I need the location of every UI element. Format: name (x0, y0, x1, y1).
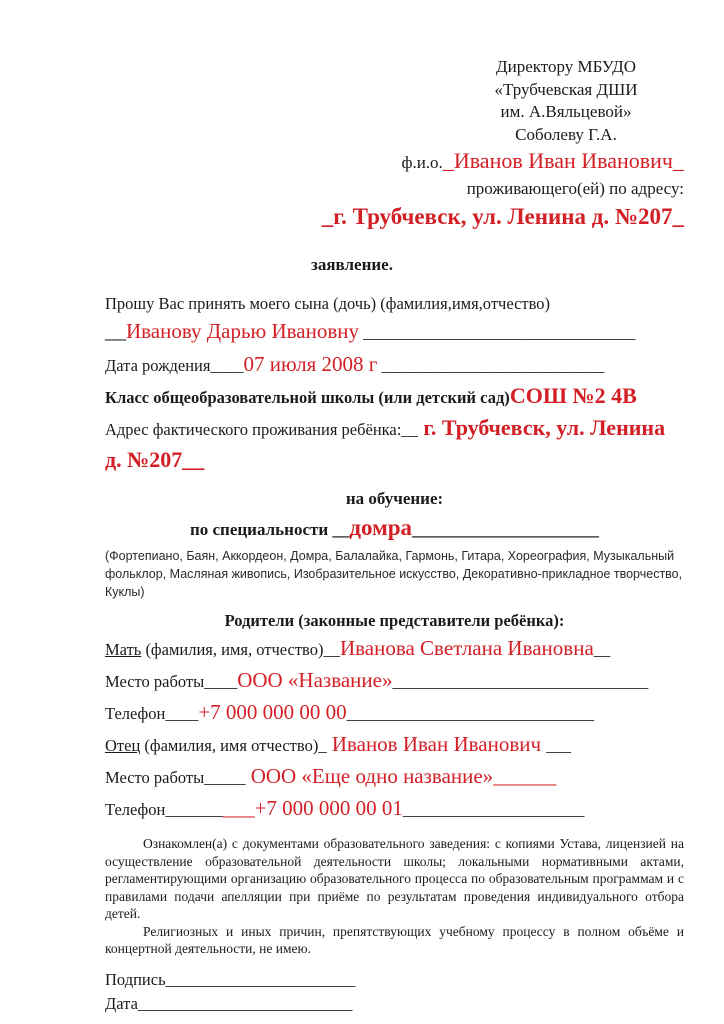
father-phone-lead: _______ (165, 800, 224, 819)
recipient-line: Соболеву Г.А. (515, 124, 617, 144)
recipient-line: им. А.Вяльцевой» (500, 102, 632, 121)
fio-label: ф.и.о. (401, 153, 443, 172)
father-role-note: (фамилия, имя отчество) (140, 736, 319, 755)
mother-phone-label: Телефон (105, 704, 166, 723)
birth-date-line (105, 349, 684, 381)
acknowledgement-paragraph: Ознакомлен(а) с документами образовательного заведения: с копиями Устава, лицензией на осуществление образовательной деятельности школы; локальными нормативными актами, регламентирующими организацию образовательного процесса по образовательным программам и с правилами подачи апелляции при приёме по результатам проведения индивидуального отбора детей. (105, 836, 684, 921)
father-name-fill: ___ (546, 736, 572, 755)
father-work-value: ООО «Еще одно название» (245, 764, 494, 788)
recipient-line: «Трубчевская ДШИ (494, 79, 638, 99)
child-name-fill: _________________________________ (363, 323, 636, 342)
mother-work-fill: _______________________________ (392, 672, 649, 691)
father-name-line (105, 729, 684, 761)
specialty-lead: __ (332, 520, 350, 539)
specialty-options-note: (Фортепиано, Баян, Аккордеон, Домра, Балалайка, Гармонь, Гитара, Хореография, Музыкальный фольклор, Масляная живопись, Изобразительное искусство, Декоративно-прикладное творчество, Куклы) (105, 549, 683, 599)
child-address-value: г. Трубчевск, ул. Ленина д. №207 (105, 415, 666, 472)
recipient-line: Директору МБУДО (496, 57, 636, 76)
father-phone-fill: ______________________ (402, 800, 585, 819)
child-address-lead: __ (401, 420, 418, 439)
birth-date-fill: ___________________________ (381, 356, 605, 375)
mother-work-line (105, 665, 684, 697)
mother-work-label: Место работы (105, 672, 205, 691)
applicant-name-value: _Иванов Иван Иванович_ (442, 148, 684, 173)
father-work-label: Место работы (105, 768, 205, 787)
document-title: заявление. (311, 255, 393, 274)
mother-phone-lead: ____ (165, 704, 199, 723)
mother-name-fill: __ (593, 640, 611, 659)
acknowledgement-paragraph: Религиозных и иных причин, препятствующих учебному процессу в полном объёме и концертной деятельности, не имею. (105, 923, 684, 956)
child-name-line (105, 315, 684, 349)
father-work-lead: _____ (204, 768, 246, 787)
education-heading: на обучение: (345, 489, 444, 508)
specialty-label: по специальности (189, 520, 329, 539)
father-name-value: Иванов Иван Иванович (326, 732, 547, 756)
specialty-line (105, 511, 684, 547)
recipient-block (448, 56, 684, 146)
father-phone-value: ___+7 000 000 00 01 (223, 796, 403, 820)
child-name-lead: __ (105, 319, 126, 343)
school-class-label: Класс общеобразовательной школы (или детский сад) (105, 388, 510, 407)
mother-role-label: Мать (105, 640, 142, 659)
signature-fill: _______________________ (165, 969, 356, 989)
mother-name-value: Иванова Светлана Ивановна (339, 636, 594, 660)
mother-role-note: (фамилия, имя, отчество) (141, 640, 324, 659)
father-role-label: Отец (105, 736, 141, 755)
child-address-label: Адрес фактического проживания ребёнка: (105, 420, 402, 439)
mother-phone-fill: ______________________________ (346, 704, 595, 723)
school-class-line (105, 381, 684, 413)
parents-heading: Родители (законные представители ребёнка): (224, 611, 565, 630)
mother-work-lead: ____ (204, 672, 238, 691)
birth-date-lead: ____ (210, 356, 244, 375)
child-address-line (105, 413, 684, 477)
date-label: Дата (105, 993, 138, 1013)
child-name-value: Иванову Дарью Ивановну (126, 319, 359, 343)
mother-work-value: ООО «Название» (237, 668, 393, 692)
birth-date-value: 07 июля 2008 г (243, 352, 378, 376)
mother-name-lead: __ (323, 640, 340, 659)
mother-name-line (105, 633, 684, 665)
father-work-line (105, 761, 684, 793)
mother-phone-line (105, 697, 684, 729)
father-phone-label: Телефон (105, 800, 166, 819)
father-phone-line (105, 793, 684, 825)
date-line (105, 992, 684, 1016)
residence-label: проживающего(ей) по адресу: (466, 179, 684, 198)
signature-line (105, 968, 684, 992)
father-name-lead: _ (318, 736, 327, 755)
specialty-fill: ______________________ (412, 520, 600, 539)
father-work-fill: ______ (493, 764, 557, 788)
request-intro: Прошу Вас принять моего сына (дочь) (фамилия,имя,отчество) (105, 294, 551, 313)
applicant-name-line (105, 146, 684, 178)
residence-value-line (105, 200, 684, 235)
acknowledgement-block (105, 835, 684, 958)
mother-phone-value: +7 000 000 00 00 (198, 700, 347, 724)
child-address-fill: __ (182, 447, 205, 472)
residence-value: _г. Трубчевск, ул. Ленина д. №207_ (321, 204, 684, 229)
signature-label: Подпись (105, 969, 166, 989)
specialty-value: домра (349, 515, 413, 540)
birth-date-label: Дата рождения (105, 356, 211, 375)
school-class-value: СОШ №2 4В (509, 383, 637, 408)
date-fill: __________________________ (137, 993, 353, 1013)
